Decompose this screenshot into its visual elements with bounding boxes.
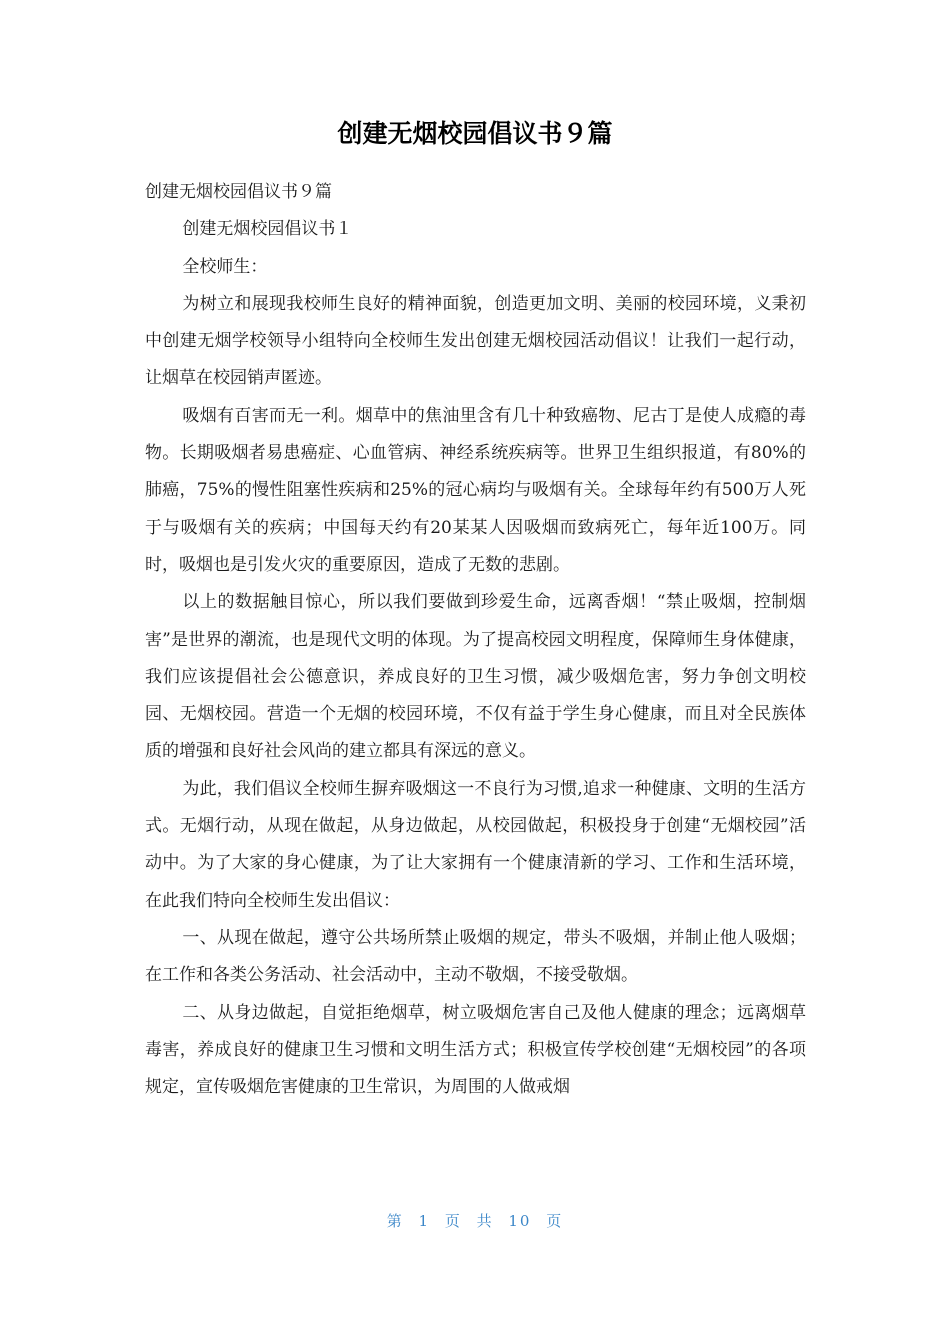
paragraph: 为此，我们倡议全校师生摒弃吸烟这一不良行为习惯,追求一种健康、文明的生活方式。无烟行动，从现在做起，从身边做起，从校园做起，积极投身于创建“无烟校园”活动中。为了大家的身心健康，为了让大家拥有一个健康清新的学习、工作和生活环境，在此我们特向全校师生发出倡议： <box>145 778 806 911</box>
paragraph: 以上的数据触目惊心，所以我们要做到珍爱生命，远离香烟！“禁止吸烟，控制烟害”是世界的潮流，也是现代文明的体现。为了提高校园文明程度，保障师生身体健康，我们应该提倡社会公德意识，养成良好的卫生习惯，减少吸烟危害，努力争创文明校园、无烟校园。营造一个无烟的校园环境，不仅有益于学生身心健康，而且对全民族体质的增强和良好社会风尚的建立都具有深远的意义。 <box>145 592 806 762</box>
paragraph: 一、从现在做起，遵守公共场所禁止吸烟的规定，带头不吸烟，并制止他人吸烟；在工作和各类公务活动、社会活动中，主动不敬烟，不接受敬烟。 <box>145 927 806 986</box>
paragraph-salutation: 全校师生： <box>182 256 268 277</box>
document-title: 创建无烟校园倡议书９篇 <box>337 119 613 148</box>
paragraph: 二、从身边做起，自觉拒绝烟草，树立吸烟危害自己及他人健康的理念；远离烟草毒害，养成良好的健康卫生习惯和文明生活方式；积极宣传学校创建“无烟校园”的各项规定，宣传吸烟危害健康的卫生常识，为周围的人做戒烟 <box>145 1002 806 1098</box>
paragraph: 吸烟有百害而无一利。烟草中的焦油里含有几十种致癌物、尼古丁是使人成瘾的毒物。长期吸烟者易患癌症、心血管病、神经系统疾病等。世界卫生组织报道，有80%的肺癌，75%的慢性阻塞性疾病和25%的冠心病均与吸烟有关。全球每年约有500万人死于与吸烟有关的疾病；中国每天约有20某某人因吸烟而致病死亡，每年近100万。同时，吸烟也是引发火灾的重要原因，造成了无数的悲剧。 <box>145 405 806 575</box>
paragraph: 为树立和展现我校师生良好的精神面貌，创造更加文明、美丽的校园环境，义秉初中创建无烟学校领导小组特向全校师生发出创建无烟校园活动倡议！让我们一起行动，让烟草在校园销声匿迹。 <box>145 293 806 389</box>
page-number-footer: 第 1 页 共 10 页 <box>386 1212 564 1230</box>
document-body <box>145 174 806 1106</box>
paragraph-section-heading: 创建无烟校园倡议书１ <box>182 219 353 240</box>
paragraph-subtitle: 创建无烟校园倡议书９篇 <box>145 182 332 202</box>
